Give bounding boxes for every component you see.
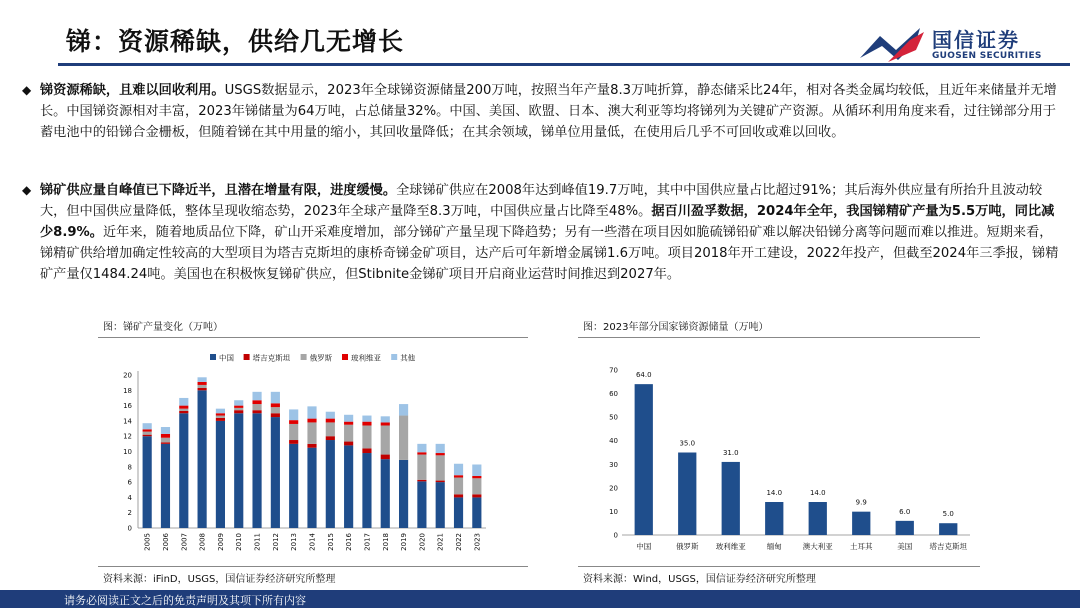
bar-segment — [307, 448, 316, 528]
x-tick-label: 2015 — [326, 533, 335, 551]
bar-segment — [161, 442, 170, 444]
x-tick-label: 缅甸 — [766, 542, 782, 551]
bar-segment — [362, 425, 371, 448]
x-tick-label: 土耳其 — [850, 542, 873, 551]
bar-segment — [234, 408, 243, 410]
x-tick-label: 2022 — [455, 533, 464, 551]
left-chart-bottom-rule — [98, 566, 528, 567]
x-tick-label: 中国 — [636, 542, 652, 551]
bar-segment — [472, 465, 481, 476]
y-tick-label: 50 — [609, 413, 618, 422]
bar-segment — [198, 390, 207, 528]
bar-segment — [198, 377, 207, 382]
y-tick-label: 8 — [127, 463, 132, 472]
bar-segment — [381, 416, 390, 422]
legend-swatch — [391, 354, 397, 360]
bar-segment — [252, 413, 261, 528]
legend-swatch — [210, 354, 216, 360]
bar-segment — [216, 413, 225, 415]
logo-english-name: GUOSEN SECURITIES — [932, 51, 1042, 61]
bar-segment — [436, 444, 445, 453]
bar-segment — [344, 445, 353, 528]
bar-segment — [198, 385, 207, 388]
right-chart-caption: 图：2023年部分国家锑资源储量（万吨） — [583, 322, 769, 333]
bar-segment — [307, 406, 316, 418]
bar-segment — [417, 455, 426, 480]
bar-segment — [234, 410, 243, 413]
bar-segment — [381, 459, 390, 528]
bar-segment — [307, 422, 316, 443]
bar — [678, 453, 696, 536]
y-tick-label: 0 — [613, 531, 618, 540]
bar — [635, 384, 653, 535]
bar — [896, 521, 914, 535]
bar-segment — [179, 411, 188, 413]
bar-segment — [143, 423, 152, 429]
y-tick-label: 2 — [127, 509, 132, 518]
x-tick-label: 玻利维亚 — [715, 542, 746, 551]
bar-segment — [362, 422, 371, 426]
x-tick-label: 澳大利亚 — [802, 542, 833, 551]
x-tick-label: 2023 — [473, 533, 482, 551]
y-tick-label: 16 — [123, 402, 132, 411]
bar-segment — [179, 413, 188, 528]
bar-segment — [399, 416, 408, 460]
bar-segment — [252, 400, 261, 404]
bar-segment — [344, 415, 353, 422]
bar-segment — [417, 452, 426, 454]
left-chart-source: 资料来源：iFinD，USGS，国信证券经济研究所整理 — [103, 574, 336, 585]
y-tick-label: 14 — [123, 417, 132, 426]
bar-segment — [326, 422, 335, 436]
bar-segment — [362, 416, 371, 422]
bar-segment — [472, 478, 481, 494]
data-label: 14.0 — [809, 489, 826, 497]
bar-segment — [344, 442, 353, 446]
diamond-bullet-icon: ◆ — [22, 183, 32, 197]
bar-segment — [307, 444, 316, 448]
bar-segment — [399, 460, 408, 528]
data-label: 31.0 — [722, 448, 739, 457]
bar-segment — [436, 481, 445, 483]
bar-segment — [362, 448, 371, 453]
bar-segment — [143, 435, 152, 437]
x-tick-label: 2012 — [271, 533, 280, 551]
x-tick-label: 2005 — [143, 533, 152, 551]
legend-label: 俄罗斯 — [309, 353, 333, 363]
bar-segment — [179, 409, 188, 411]
data-label: 64.0 — [635, 371, 652, 380]
bar-segment — [179, 398, 188, 406]
bar-segment — [472, 476, 481, 478]
bar-segment — [362, 453, 371, 528]
legend-swatch — [342, 354, 348, 360]
bar-segment — [436, 453, 445, 455]
bar-segment — [252, 410, 261, 413]
bullet-text: 锑资源稀缺，且难以回收利用。USGS数据显示，2023年全球锑资源储量200万吨，按照当年产量8.3万吨折算，静态储采比24年，相对各类金属均较低，且近年来储量并无增长。中国锑资源相对丰富，2023年锑储量为64万吨，占总储量32%。中国、美国、欧盟、日本、澳大利亚等均将锑列为关键矿产资源。从循环利用角度来看，过往锑部分用于蓄电池中的铅锑合金栅板，但随着锑在其中用量的缩小，其回收量降低；在其余领域，锑单位用量低，在使用后几乎不可回收或难以回收。 — [40, 83, 1057, 140]
bar-segment — [234, 400, 243, 405]
bar-segment — [454, 494, 463, 497]
legend-label: 中国 — [219, 353, 234, 363]
bar-segment — [307, 419, 316, 423]
footer-bar — [0, 590, 1080, 608]
bar-segment — [381, 422, 390, 425]
bar-segment — [417, 481, 426, 528]
bar-segment — [454, 464, 463, 475]
bar-segment — [271, 413, 280, 417]
bullet-supply-decline — [22, 180, 1064, 285]
y-tick-label: 6 — [127, 478, 132, 487]
bar-segment — [417, 480, 426, 482]
bar-segment — [234, 406, 243, 408]
y-tick-label: 60 — [609, 390, 618, 399]
right-chart-bottom-rule — [578, 566, 980, 567]
bar-segment — [143, 432, 152, 435]
x-tick-label: 俄罗斯 — [676, 542, 699, 551]
bullet-text: 锑矿供应量自峰值已下降近半，且潜在增量有限，进度缓慢。全球锑矿供应在2008年达到峰值19.7万吨，其中中国供应量占比超过91%；其后海外供应量有所抬升且波动较大，但中国供应量降低，整体呈现收缩态势，2023年全球产量降至8.3万吨，中国供应量占比降至48%。据百川盈孚数据，2024年全年，我国锑精矿产量为5.5万吨，同比减少8.9%。近年来，随着地质品位下降，矿山开采难度增加，部分锑矿产量呈现下降趋势；另有一些潜在项目因如脆硫锑铅矿难以解决铅锑分离等问题而难以推进。短期来看，锑精矿供给增加确定性较高的大型项目为塔吉克斯坦的康桥奇锑金矿项目，达产后可年新增金属锑1.6万吨。项目2018年开工建设，2022年投产，但截至2024年三季报，锑精矿产量仅1484.24吨。美国也在积极恢复锑矿供应，但Stibnite金锑矿项目开启商业运营时间推迟到2027年。 — [40, 183, 1059, 282]
y-tick-label: 12 — [123, 432, 132, 441]
x-tick-label: 2017 — [363, 533, 372, 551]
bar-segment — [344, 422, 353, 425]
bar-segment — [179, 406, 188, 409]
bar-segment — [326, 436, 335, 440]
right-chart-top-rule — [578, 337, 980, 338]
bar-segment — [252, 392, 261, 400]
bar — [809, 502, 827, 535]
y-tick-label: 10 — [123, 448, 132, 456]
antimony-production-chart — [98, 342, 528, 564]
bar-segment — [161, 444, 170, 528]
bar-segment — [326, 412, 335, 419]
x-tick-label: 2006 — [161, 533, 170, 551]
legend-label: 玻利维亚 — [351, 353, 381, 363]
bar-segment — [271, 392, 280, 403]
data-label: 5.0 — [942, 510, 954, 519]
bar-segment — [454, 475, 463, 477]
bar-segment — [271, 407, 280, 413]
x-tick-label: 美国 — [897, 542, 913, 551]
bar-segment — [326, 440, 335, 528]
header-divider — [58, 63, 1070, 66]
x-tick-label: 塔吉克斯坦 — [929, 542, 967, 551]
bar-segment — [252, 404, 261, 410]
y-tick-label: 20 — [609, 484, 618, 493]
bar-segment — [234, 413, 243, 528]
bar-segment — [472, 494, 481, 497]
bar-segment — [216, 418, 225, 421]
legend-label: 其他 — [400, 353, 416, 363]
y-tick-label: 30 — [609, 460, 618, 469]
x-tick-label: 2010 — [235, 533, 244, 551]
bar-segment — [326, 419, 335, 423]
y-tick-label: 20 — [123, 371, 132, 380]
x-tick-label: 2007 — [180, 533, 189, 551]
x-tick-label: 2018 — [381, 533, 390, 551]
y-tick-label: 40 — [609, 437, 618, 446]
data-label: 6.0 — [899, 507, 911, 516]
legend-swatch — [301, 354, 307, 360]
bar-segment — [198, 388, 207, 390]
x-tick-label: 2020 — [418, 533, 427, 551]
bar-segment — [436, 482, 445, 528]
x-tick-label: 2019 — [400, 533, 409, 551]
legend-label: 塔吉克斯坦 — [252, 353, 291, 363]
data-label: 35.0 — [679, 439, 696, 448]
bar-segment — [289, 409, 298, 420]
bar-segment — [417, 444, 426, 452]
bar-segment — [271, 417, 280, 528]
bar-segment — [289, 424, 298, 440]
legend-swatch — [244, 354, 250, 360]
bar-segment — [381, 425, 390, 454]
x-tick-label: 2013 — [290, 533, 299, 551]
y-tick-label: 18 — [123, 386, 132, 395]
guosen-logo-mark-icon — [858, 22, 928, 66]
bullet-resource-scarcity — [22, 80, 1064, 143]
bar-segment — [198, 382, 207, 385]
right-chart-source: 资料来源：Wind，USGS，国信证券经济研究所整理 — [583, 574, 816, 585]
guosen-logo — [858, 22, 1068, 66]
bar-segment — [161, 434, 170, 438]
y-tick-label: 10 — [609, 507, 618, 516]
data-label: 14.0 — [766, 489, 783, 497]
x-tick-label: 2021 — [436, 533, 445, 551]
y-tick-label: 70 — [609, 366, 618, 375]
bar-segment — [399, 404, 408, 415]
x-tick-label: 2009 — [216, 533, 225, 551]
bar — [939, 523, 957, 535]
bar-segment — [143, 436, 152, 528]
bar-segment — [143, 429, 152, 431]
bar-segment — [216, 409, 225, 414]
bar-segment — [216, 421, 225, 528]
y-tick-label: 0 — [127, 524, 132, 533]
left-chart-caption: 图：锑矿产量变化（万吨） — [103, 322, 223, 333]
page-title: 锑：资源稀缺，供给几无增长 — [66, 27, 405, 56]
bar-segment — [289, 420, 298, 424]
bar-segment — [161, 438, 170, 443]
bar — [765, 502, 783, 535]
antimony-reserves-chart — [578, 342, 980, 564]
bar-segment — [344, 425, 353, 442]
bar-segment — [289, 444, 298, 528]
footer-disclaimer: 请务必阅读正文之后的免责声明及其项下所有内容 — [64, 594, 306, 607]
bar-segment — [271, 403, 280, 407]
x-tick-label: 2014 — [308, 533, 317, 551]
x-tick-label: 2008 — [198, 533, 207, 551]
bar-segment — [289, 440, 298, 444]
bar-segment — [436, 455, 445, 480]
logo-chinese-name: 国信证券 — [932, 28, 1020, 52]
diamond-bullet-icon: ◆ — [22, 83, 32, 97]
bar-segment — [454, 497, 463, 528]
bar-segment — [472, 497, 481, 528]
bar-segment — [454, 478, 463, 495]
x-tick-label: 2011 — [253, 533, 262, 551]
left-chart-top-rule — [98, 337, 528, 338]
bar-segment — [381, 455, 390, 460]
data-label: 9.9 — [855, 498, 867, 507]
bar — [722, 462, 740, 535]
y-tick-label: 4 — [127, 493, 132, 502]
x-tick-label: 2016 — [345, 533, 354, 551]
bar-segment — [161, 427, 170, 434]
bar-segment — [216, 416, 225, 418]
bar — [852, 512, 870, 535]
